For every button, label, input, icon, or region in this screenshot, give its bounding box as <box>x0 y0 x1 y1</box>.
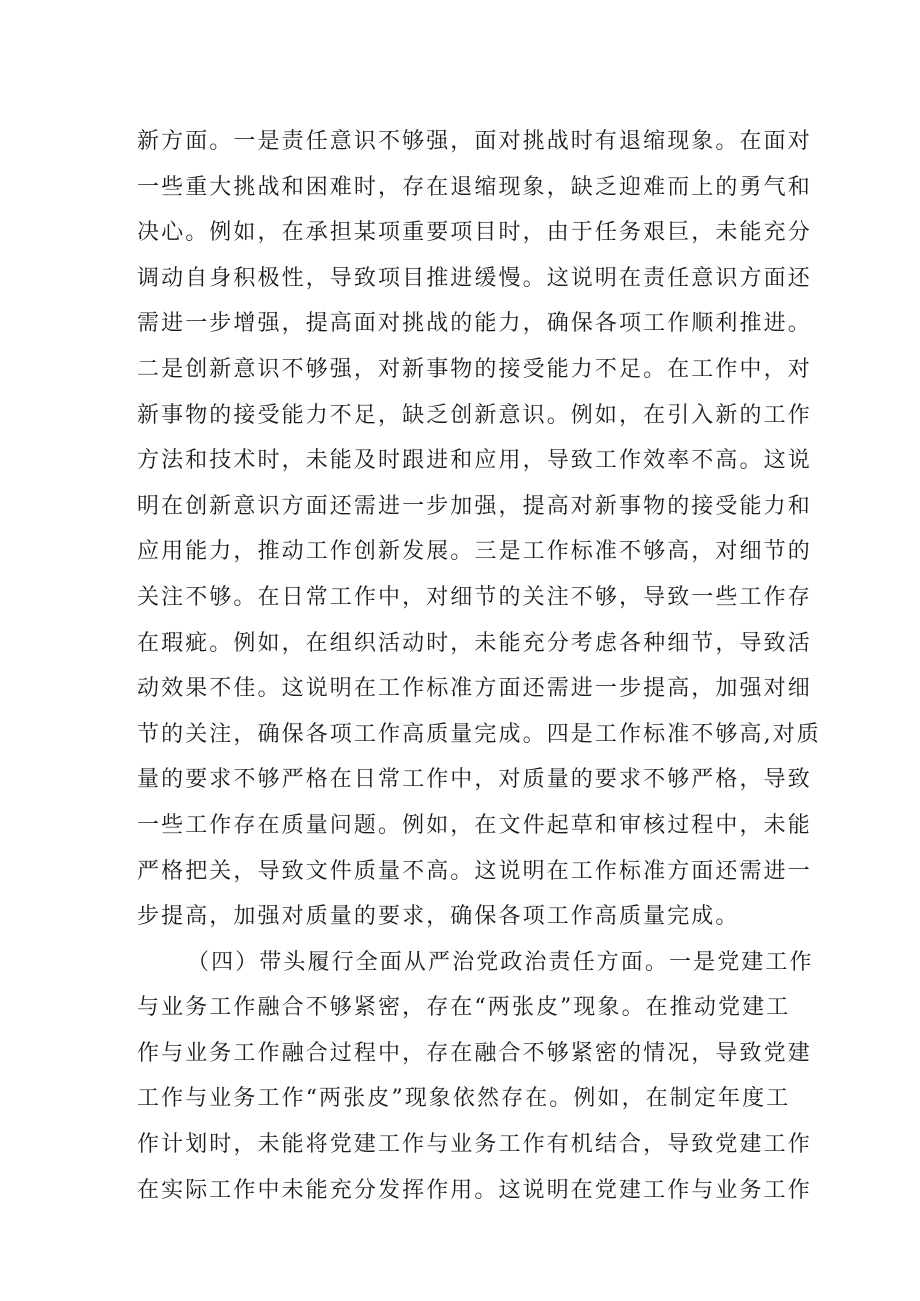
text-line: 步提高，加强对质量的要求，确保各项工作高质量完成。 <box>137 904 740 930</box>
text-line: 新方面。一是责任意识不够强，面对挑战时有退缩现象。在面对 <box>137 129 812 154</box>
text-line: 工作与业务工作“两张皮”现象依然存在。例如，在制定年度工 <box>137 1086 791 1112</box>
text-line: 动效果不佳。这说明在工作标准方面还需进一步提高，加强对细 <box>137 676 812 702</box>
text-line: 严格把关，导致文件质量不高。这说明在工作标准方面还需进一 <box>137 858 812 884</box>
text-line: 关注不够。在日常工作中，对细节的关注不够，导致一些工作存 <box>137 584 812 610</box>
text-line: 决心。例如，在承担某项重要项目时，由于任务艰巨，未能充分 <box>137 220 812 246</box>
text-line: 调动自身积极性，导致项目推进缓慢。这说明在责任意识方面还 <box>137 265 812 291</box>
text-line: 节的关注，确保各项工作高质量完成。四是工作标准不够高,对质 <box>137 721 821 747</box>
text-line: 一些重大挑战和困难时，存在退缩现象，缺乏迎难而上的勇气和 <box>137 174 812 200</box>
text-line: 量的要求不够严格在日常工作中，对质量的要求不够严格，导致 <box>137 767 812 793</box>
text-line: 方法和技术时，未能及时跟进和应用，导致工作效率不高。这说 <box>137 448 812 474</box>
section-heading-line: （四）带头履行全面从严治党政治责任方面。一是党建工作 <box>187 949 814 975</box>
text-line: 作计划时，未能将党建工作与业务工作有机结合，导致党建工作 <box>137 1132 812 1158</box>
text-line: 一些工作存在质量问题。例如，在文件起草和审核过程中，未能 <box>137 812 812 838</box>
text-line: 在实际工作中未能充分发挥作用。这说明在党建工作与业务工作 <box>137 1177 812 1203</box>
text-line: 二是创新意识不够强，对新事物的接受能力不足。在工作中，对 <box>137 356 812 382</box>
text-line: 明在创新意识方面还需进一步加强，提高对新事物的接受能力和 <box>137 493 812 519</box>
text-line: 需进一步增强，提高面对挑战的能力，确保各项工作顺利推进。 <box>137 311 812 337</box>
paragraph-1 <box>137 119 821 940</box>
text-line: 新事物的接受能力不足，缺乏创新意识。例如，在引入新的工作 <box>137 402 812 428</box>
document-body <box>137 119 821 1213</box>
text-line: 与业务工作融合不够紧密，存在“两张皮”现象。在推动党建工 <box>137 995 791 1021</box>
paragraph-2 <box>137 940 814 1214</box>
text-line: 作与业务工作融合过程中，存在融合不够紧密的情况，导致党建 <box>137 1040 812 1066</box>
text-line: 应用能力，推动工作创新发展。三是工作标准不够高，对细节的 <box>137 539 812 565</box>
text-line: 在瑕疵。例如，在组织活动时，未能充分考虑各种细节，导致活 <box>137 630 812 656</box>
